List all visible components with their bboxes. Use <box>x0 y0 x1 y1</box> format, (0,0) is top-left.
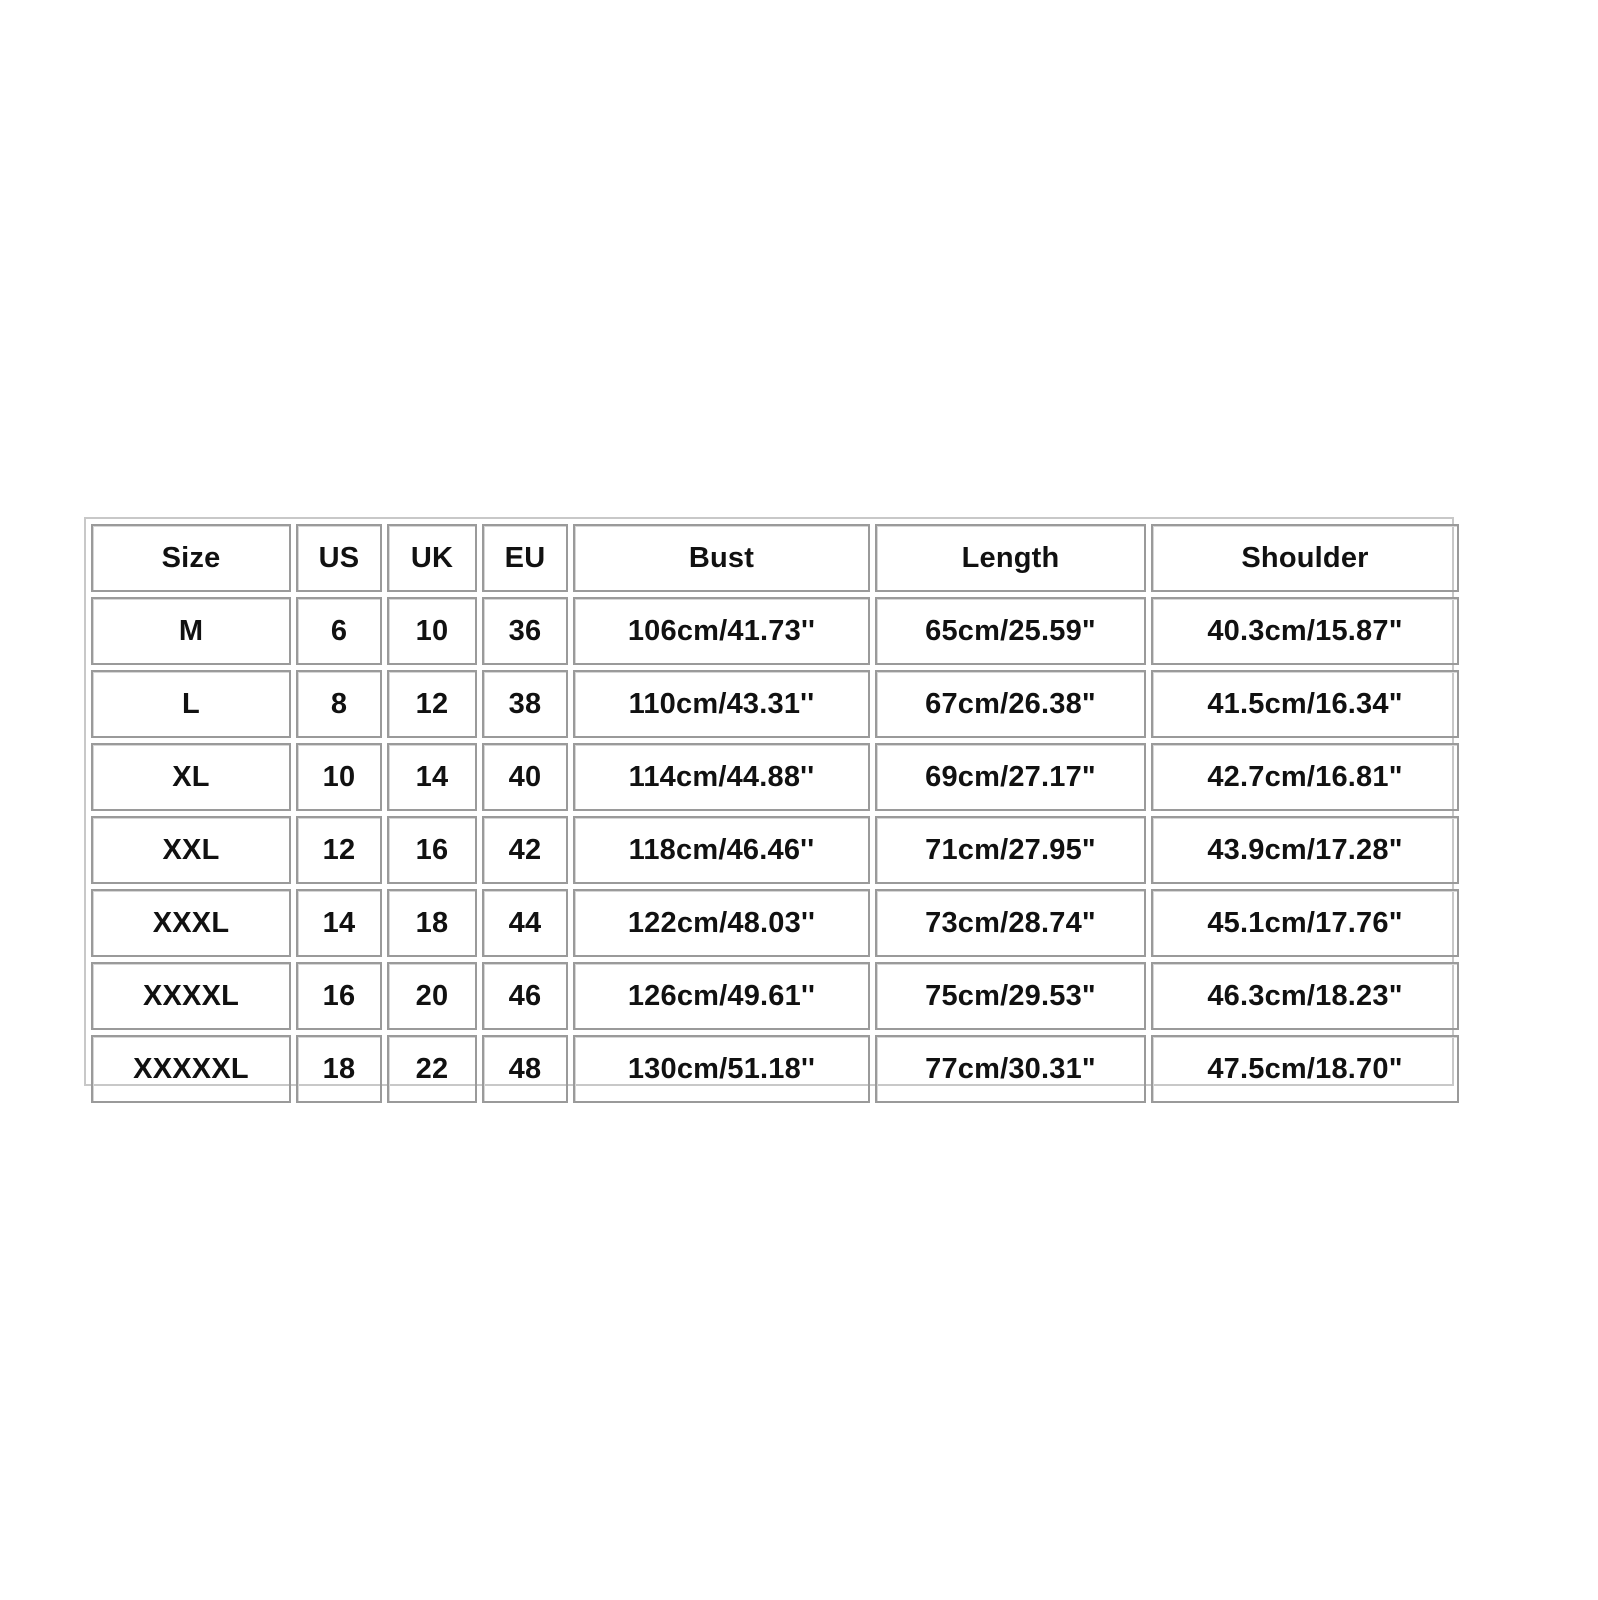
cell-uk: 22 <box>387 1035 477 1103</box>
header-length: Length <box>875 524 1146 592</box>
cell-bust: 110cm/43.31'' <box>573 670 870 738</box>
cell-bust: 130cm/51.18'' <box>573 1035 870 1103</box>
table-row <box>91 889 1459 957</box>
cell-bust: 126cm/49.61'' <box>573 962 870 1030</box>
cell-shoulder: 42.7cm/16.81" <box>1151 743 1459 811</box>
header-shoulder: Shoulder <box>1151 524 1459 592</box>
cell-eu: 42 <box>482 816 568 884</box>
cell-us: 16 <box>296 962 382 1030</box>
header-eu: EU <box>482 524 568 592</box>
cell-us: 18 <box>296 1035 382 1103</box>
cell-eu: 36 <box>482 597 568 665</box>
cell-us: 12 <box>296 816 382 884</box>
cell-bust: 118cm/46.46'' <box>573 816 870 884</box>
cell-uk: 16 <box>387 816 477 884</box>
table-row <box>91 670 1459 738</box>
table-row <box>91 743 1459 811</box>
cell-bust: 106cm/41.73'' <box>573 597 870 665</box>
cell-length: 77cm/30.31" <box>875 1035 1146 1103</box>
size-chart-table <box>86 519 1464 1108</box>
table-row <box>91 816 1459 884</box>
cell-uk: 10 <box>387 597 477 665</box>
cell-length: 71cm/27.95" <box>875 816 1146 884</box>
cell-us: 8 <box>296 670 382 738</box>
header-size: Size <box>91 524 291 592</box>
cell-shoulder: 41.5cm/16.34" <box>1151 670 1459 738</box>
table-row <box>91 962 1459 1030</box>
cell-length: 65cm/25.59" <box>875 597 1146 665</box>
cell-shoulder: 46.3cm/18.23" <box>1151 962 1459 1030</box>
cell-us: 6 <box>296 597 382 665</box>
cell-size: XXXL <box>91 889 291 957</box>
header-row <box>91 524 1459 592</box>
header-us: US <box>296 524 382 592</box>
cell-length: 73cm/28.74" <box>875 889 1146 957</box>
cell-uk: 18 <box>387 889 477 957</box>
header-bust: Bust <box>573 524 870 592</box>
cell-shoulder: 40.3cm/15.87" <box>1151 597 1459 665</box>
cell-bust: 114cm/44.88'' <box>573 743 870 811</box>
cell-eu: 40 <box>482 743 568 811</box>
cell-eu: 44 <box>482 889 568 957</box>
cell-uk: 12 <box>387 670 477 738</box>
cell-uk: 20 <box>387 962 477 1030</box>
cell-shoulder: 43.9cm/17.28" <box>1151 816 1459 884</box>
cell-shoulder: 45.1cm/17.76" <box>1151 889 1459 957</box>
cell-size: M <box>91 597 291 665</box>
table-row <box>91 597 1459 665</box>
cell-eu: 46 <box>482 962 568 1030</box>
cell-size: L <box>91 670 291 738</box>
cell-length: 67cm/26.38" <box>875 670 1146 738</box>
cell-length: 69cm/27.17" <box>875 743 1146 811</box>
cell-eu: 38 <box>482 670 568 738</box>
header-uk: UK <box>387 524 477 592</box>
cell-size: XXXXL <box>91 962 291 1030</box>
cell-length: 75cm/29.53" <box>875 962 1146 1030</box>
cell-bust: 122cm/48.03'' <box>573 889 870 957</box>
cell-size: XXXXXL <box>91 1035 291 1103</box>
cell-shoulder: 47.5cm/18.70" <box>1151 1035 1459 1103</box>
cell-us: 10 <box>296 743 382 811</box>
cell-eu: 48 <box>482 1035 568 1103</box>
table-row <box>91 1035 1459 1103</box>
cell-size: XL <box>91 743 291 811</box>
cell-uk: 14 <box>387 743 477 811</box>
cell-size: XXL <box>91 816 291 884</box>
cell-us: 14 <box>296 889 382 957</box>
size-chart <box>84 517 1454 1086</box>
